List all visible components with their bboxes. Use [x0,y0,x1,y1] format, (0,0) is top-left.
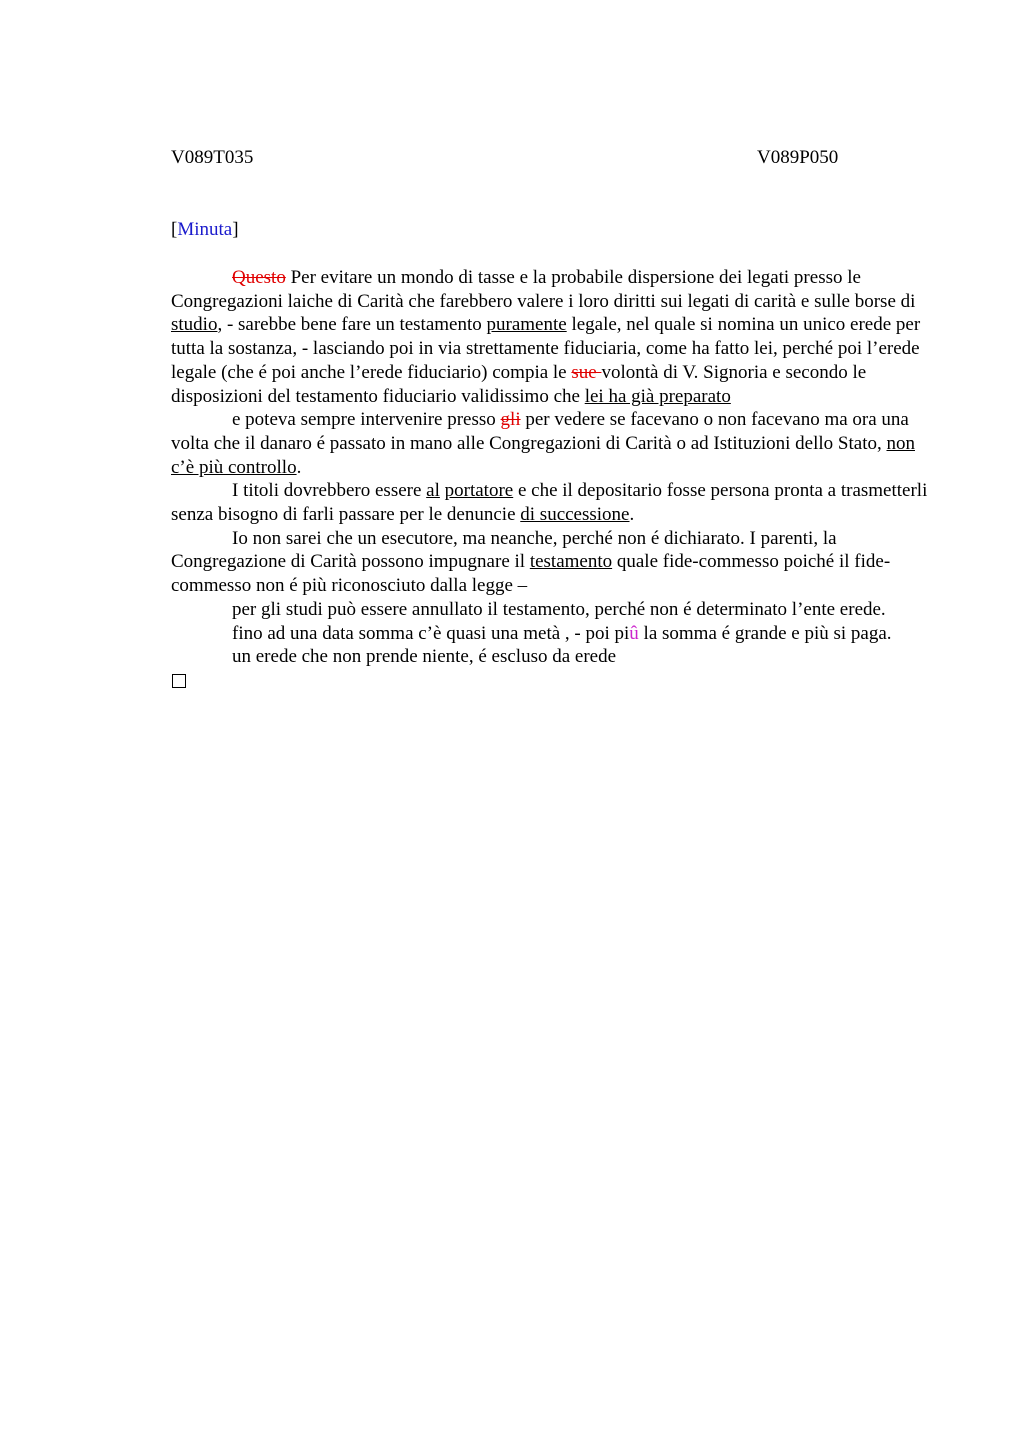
paragraph-2 [171,408,929,479]
underlined-word: testamento [529,551,613,573]
inserted-character: û [629,622,639,644]
minuta-label: Minuta [177,219,233,240]
document-page [171,146,929,695]
text-span: Per evitare un mondo di tasse e la probabile dispersione dei legati presso le Congregazioni laiche di Carità che farebbero valere i loro diritti sui legati di carità e sulle borse di [171,267,916,312]
document-code-left: V089T035 [171,147,254,168]
text-span: per gli studi può essere annullato il testamento, perché non é determinato l’ente erede. [232,598,886,620]
underlined-word: puramente [486,314,567,336]
paragraph-1 [171,266,929,408]
close-bracket: ] [232,219,239,240]
document-type-label [171,218,929,242]
text-span: Io non sarei che un esecutore, ma neanche, perché non é dichiarato. I parenti, la Congregazione di Carità possono impugnare il [171,527,837,573]
text-span: . [629,504,635,526]
paragraph-5 [171,598,929,622]
paragraph-7 [171,645,929,669]
header-row [171,146,929,170]
underlined-phrase: di successione [520,504,630,526]
end-of-document-marker [171,669,929,695]
paragraph-4 [171,527,929,598]
document-body [171,266,929,695]
text-span: e che il depositario fosse persona pronta a trasmetterli senza bisogno di farli passare per le denuncie [171,480,928,526]
text-span: , - sarebbe bene fare un testamento [217,314,487,336]
text-span: e poteva sempre intervenire presso [232,409,501,431]
text-span: quale fide-commesso poiché il fide-commesso non é più riconosciuto dalla legge – [171,551,891,597]
text-span: legale, nel quale si nomina un unico erede per tutta la sostanza, - lasciando poi in via strettamente fiduciaria, come ha fatto lei, perché poi l’erede legale (che é poi anche l’erede fiduciario) compia le [171,314,921,383]
underlined-word: al [426,480,440,502]
deleted-word: gli [500,409,521,431]
text-span: volontà di V. Signoria e secondo le disposizioni del testamento fiduciario validissimo che [171,361,867,407]
document-code-right: V089P050 [757,147,839,168]
paragraph-6 [171,622,929,646]
underlined-phrase: non c’è più controllo [171,432,915,478]
text-span: la somma é grande e più si paga. [638,622,892,644]
underlined-word: portatore [444,480,514,502]
paragraph-3 [171,479,929,526]
square-icon [172,674,186,688]
text-span: per vedere se facevano o non facevano ma ora una volta che il danaro é passato in mano alle Congregazioni di Carità o ad Istituzioni dello Stato, [171,409,909,454]
open-bracket: [ [171,219,178,240]
text-span: . [296,456,302,478]
text-span: fino ad una data somma c’è quasi una metà , - poi pi [232,622,630,644]
underlined-phrase: lei ha già preparato [584,385,731,407]
deleted-word: Questo [232,267,286,288]
text-span: I titoli dovrebbero essere [232,480,427,502]
underlined-word: studio [171,314,218,336]
deleted-word: sue [571,361,602,383]
text-span: un erede che non prende niente, é escluso da erede [232,646,617,668]
